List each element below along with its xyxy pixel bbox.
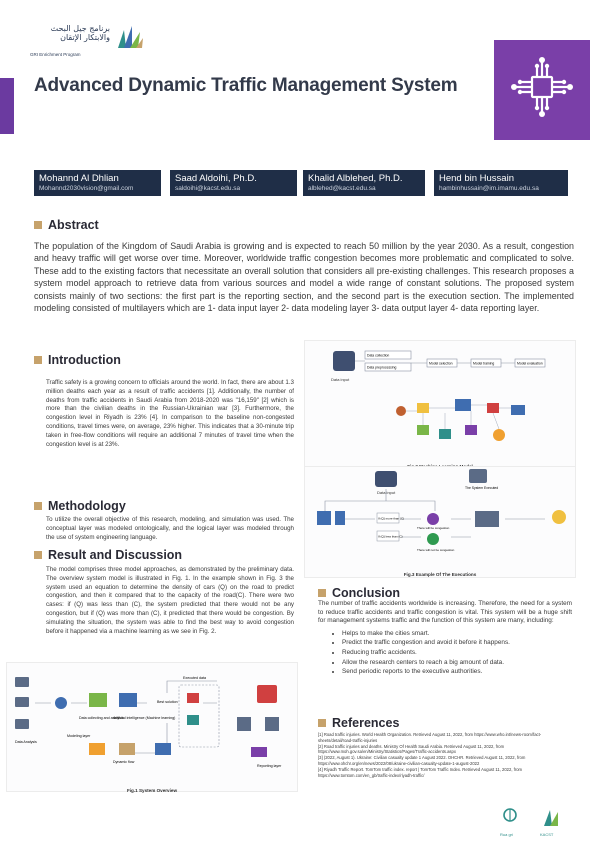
svg-text:Model evaluation: Model evaluation [517,361,543,366]
list-item: • Reducing traffic accidents. [342,648,572,658]
author-name: Mohannd Al Dhlian [39,173,119,184]
conclusion-text: The number of traffic accidents worldwide is increasing. Therefore, the need for a system to reduce traffic accidents and traffic congestion is vital. This system will be a huge shift for management systems traffic and the function of this system are many, including: [318,600,572,625]
author-name: Khalid Alblehed, Ph.D. [308,173,403,184]
section-marker [34,356,42,364]
results-text: The model comprises three model approaches, as demonstrated by the preliminary data. The overview system model is illustrated in Fig. 1. In the example shown in Fig. 3 the system used an equation to determine the density of cars (Q) on the road to predict congestion, and then it compared that to the capacity of the road(C). There were two cases: if (Q) was less than (C), the system predicted that there would not be any congestion, but if (Q) was more than (C), it predicted that there would be congestion. By simulating the situation, the system was able to find the best way to avoid congestion before it happened via a machine learning as we see in Fig. 2. [46,566,294,635]
logo-english-text: GRI Enrichment Program [30,52,81,57]
author-email: Mohannd2030vision@gmail.com [39,185,134,192]
results-heading: Result and Discussion [34,546,182,564]
author-email: alblehed@kacst.edu.sa [308,185,376,192]
svg-text:The System Executed: The System Executed [465,486,499,490]
fig1-label: Executed data [183,676,206,680]
fig1-label: Modeling layer [67,734,91,738]
figure-caption: Fig.3 Example Of The Executions [403,572,477,577]
reference-item: [1] Road traffic injuries. World Health Organization. Retrieved August 11, 2022, from https://www.who.int/news-room/fact-sheets/detail/road-traffic-injuries [318,732,542,743]
methodology-text: To utilize the overall objective of this research, modeling, and simulation was used. The conceptual layer was modeled ontologically, and the logical layer was modeled through the use of system engineering language. [46,516,294,541]
list-item: • Predict the traffic congestion and avoid it before it happens. [342,638,572,648]
section-marker [34,502,42,510]
fig1-label: Best solution [157,700,178,704]
conclusion-box [318,600,572,710]
circuit-chip-icon [508,52,576,122]
author-email: saldoihi@kacst.edu.sa [175,185,241,192]
abstract-text: The population of the Kingdom of Saudi Arabia is growing and is expected to reach 50 million by the year 2030. As a result, congestion and heavy traffic will get worse over time. Moreover, worldwide traffic congestion becomes more problematic and complicated to solve. These add to the existing factors that necessitate an overall solution that considers all pre-existing challenges. This research proposes a system model approach to retrieve data from various sources and model a wide range of constant solutions. The proposed system consists mainly of two sections: the first part is the reporting section, and the second part is the execution section. The implemented modeling consisted of multilayers which are 1- data input layer 2- data modeling layer 3- data output layer 4- data reporting layer. [34,241,574,314]
author-card [303,170,425,196]
reference-item: [3] (2022, August 1). Ukraine: Civilian casualty update 1 August 2022. OHCHR. Retrieved August 11, 2022, from https://www.ohchr.org/en/news/2022/08/ukraine-civilian-casualty-update-1-august-2022 [318,755,526,766]
fig1-label: Artificial intelligence (Machine learning) [113,716,176,720]
section-marker [318,719,326,727]
program-logo [30,22,150,64]
figure-ml-model [304,340,576,470]
fig1-label: Reporting layer [257,764,282,768]
methodology-heading: Methodology [34,497,126,515]
svg-text:Model training: Model training [473,361,495,366]
ml-model-diagram [305,341,577,459]
reference-item: [4] Riyadh Traffic Report. TomTom traffic index. report | TomTom Traffic Index. Retrieved August 11, 2022, from https://www.tomtom.com/en_gb/traffic-index/riyadh-traffic/ [318,766,523,778]
poster-title: Advanced Dynamic Traffic Management System [34,75,458,96]
author-card [34,170,161,196]
fig1-label: Dynamic flow [113,760,135,764]
list-item: • Allow the research centers to reach a big amount of data. [342,658,572,668]
reference-item: [2] Road traffic injuries and deaths. Ministry Of Health Saudi Arabia. Retrieved August 11, 2022, from https://www.moh.gov.sa/en/Ministry/Statistics/Pages/Traffic-accidents.aspx [318,743,505,755]
accent-bar [0,78,14,134]
footer-logo-left-text: Rua gri [500,832,513,837]
executions-diagram [305,467,577,567]
gri-footer-logo-icon [500,806,520,830]
list-item: • Helps to make the cities smart. [342,629,572,639]
svg-text:Data input: Data input [377,490,396,495]
footer-logo-right-text: KACST [540,832,554,837]
kacst-footer-logo-icon [540,806,564,830]
section-marker [34,551,42,559]
conclusion-heading: Conclusion [318,584,400,602]
references-list [318,732,572,778]
figure-system-overview [6,662,298,792]
author-card [170,170,297,196]
introduction-heading: Introduction [34,351,121,369]
author-name: Saad Aldoihi, Ph.D. [175,173,257,184]
svg-text:There will not be congestion: There will not be congestion [417,548,455,552]
leaf-logo-icon [114,22,144,52]
data-input-label: Data input [331,377,350,382]
logo-arabic-text: برنامج جيل البحث والابتكار الإتقان [50,24,110,42]
list-item: • Send periodic reports to the executive authorities. [342,667,572,677]
author-name: Hend bin Hussain [439,173,514,184]
figure-caption: Fig.1 System Overview [126,788,178,793]
svg-text:There will be congestion: There will be congestion [417,526,450,530]
svg-text:Data collection: Data collection [367,353,390,358]
svg-text:Model selection: Model selection [429,361,453,366]
author-card [434,170,568,196]
introduction-text: Traffic safety is a growing concern to officials around the world. In fact, there are about 1.3 million deaths each year as a result of traffic accidents [1]. Additionally, the number of deaths from traffic accidents in Saudi Arabia from 2018-2020 was "16,159" [2] which is more than the civilian deaths in the Russian-Ukrainian war [3]. Furthermore, the congestion level in Riyadh is 23% [4]. In comparison to the baseline non-congested conditions, travel times were, on average, 23% higher. This indicates that a 30-minute trip taken in free-flow conditions will require an additional 7 minutes of travel time when the congestion level is at 23%. [46,379,294,448]
abstract-heading: Abstract [34,216,99,234]
section-marker [318,589,326,597]
svg-text:If (Q) less than (C): If (Q) less than (C) [378,534,403,539]
svg-text:If (Q) more than (C): If (Q) more than (C) [378,516,405,521]
references-heading: References [318,714,399,732]
section-marker [34,221,42,229]
figure-executions [304,466,576,578]
fig1-label: Data Analysis [15,740,37,744]
svg-text:Data preprocessing: Data preprocessing [367,365,397,370]
fig1-label: Data collecting and analysis [79,716,124,720]
author-email: hambinhussain@im.imamu.edu.sa [439,185,539,192]
system-overview-diagram [7,663,299,783]
conclusion-bullets [318,629,572,677]
